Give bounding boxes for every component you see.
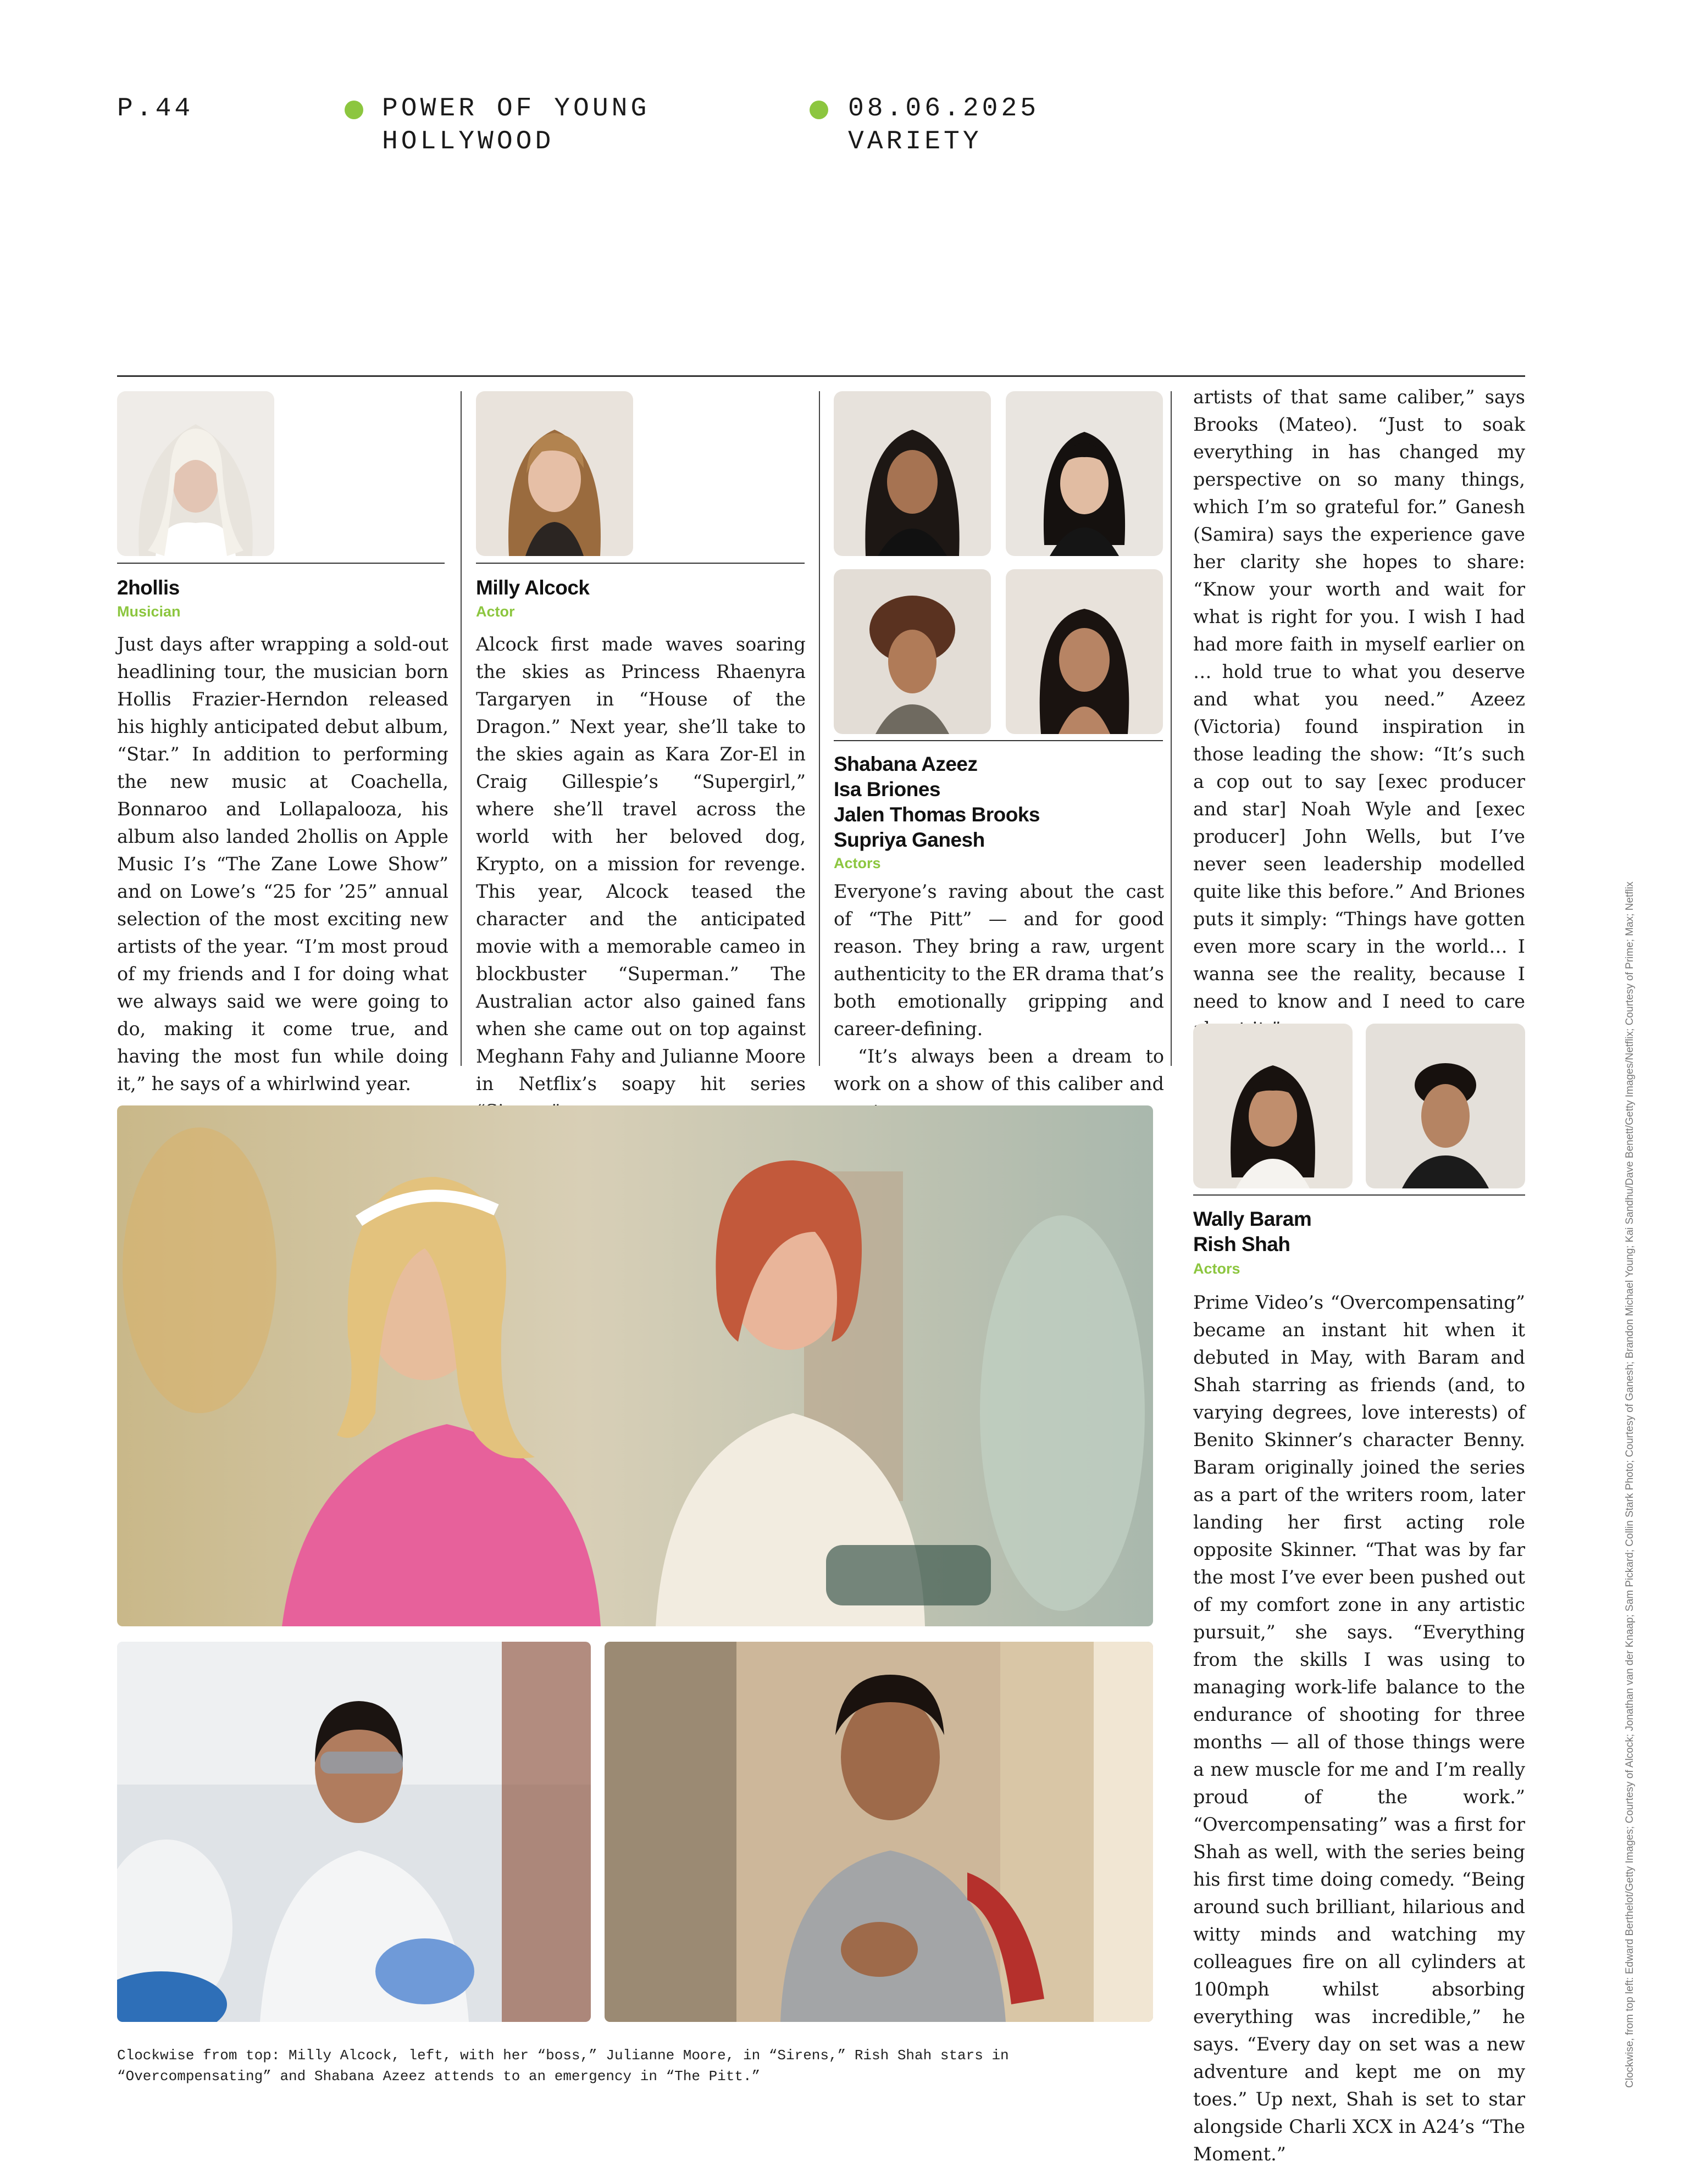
section-dot-icon <box>345 101 363 119</box>
profile-body: Prime Video’s “Overcompensating” became an instant hit when it debuted in May, with Baram and Shah starring as friends (and, to varying degrees, love interests) of Benito Skinner’s character Benny. Baram originally joined the series as a part of the writers room, later landing her first acting role opposite Skinner. “That was by far the most I’ve ever been pushed out of my comfort zone in any artistic pursuit,” she says. “Everything from the skills I was using to managing work-life balance to the endurance of shooting for three months — all of those things were a new muscle for me and I’m really proud of the work.” “Overcompensating” was a first for Shah as well, with the series being his first time doing comedy. “Being around such brilliant, hilarious and witty minds and watching my colleagues fire on all cylinders at 100mph whilst absorbing everything was incredible,” he says. “Every day on set was a new adventure and kept me on my toes.” Up next, Shah is set to star alongside Charli XCX in A24’s “The Moment.” <box>1193 1292 1525 2165</box>
profile-name: 2hollis <box>117 576 180 599</box>
profile-rule <box>1193 1194 1525 1196</box>
photo-sirens-still <box>117 1105 1153 1626</box>
body-paragraph: Everyone’s raving about the cast of “The Pitt” — and for good reason. They bring a raw, urgent authenticity to the ER drama that’s both emotionally gripping and career-defining. <box>834 881 1164 1040</box>
photo-the-pitt-still <box>117 1642 591 2022</box>
profile-role: Actor <box>476 603 515 620</box>
section-title-line1: POWER OF YOUNG <box>382 94 650 124</box>
profile-role: Actors <box>1193 1260 1240 1277</box>
profile-body <box>834 878 1164 1125</box>
section-title <box>382 92 650 158</box>
profile-body: Just days after wrapping a sold-out headlining tour, the musician born Hollis Frazier-Herndon released his highly anticipated debut album, “Star.” In addition to performing the new music at Coachella, Bonnaroo and Lollapalooza, his album also landed 2hollis on Apple Music I’s “The Zane Lowe Show” and on Lowe’s “25 for ’25” annual selection of the most exciting new artists of the year. “I’m most proud of my friends and I for doing what we always said we were going to do, making it come true, and having the most fun while doing it,” he says of a whirlwind year. <box>117 633 448 1094</box>
portrait-rish-shah <box>1366 1024 1525 1188</box>
profile-body-continued: artists of that same caliber,” says Brooks (Mateo). “Just to soak everything in has changed my perspective on so many things, which I’m so grateful for.” Ganesh (Samira) says the experience gave her clarity she hopes to share: “Know your worth and wait for what is right for you. I wish I had had more faith in myself earlier on … hold true to what you deserve and what you need.” Azeez (Victoria) found inspiration in those leading the show: “It’s such a cop out to say [exec producer and star] Noah Wyle and [exec producer] John Wells, but I’ve never seen leadership modelled quite like this before.” And Briones puts it simply: “Things have gotten even more scary in the world… I wanna see the reality, because I need to know and I need to care <box>1193 386 1525 1012</box>
profile-names <box>834 752 1040 853</box>
column-divider <box>819 391 820 1066</box>
portrait-milly-alcock <box>476 391 633 556</box>
body-paragraph: “It’s always been a dream to work on a show of this caliber and <box>834 1046 1164 1094</box>
profile-rule <box>117 563 445 564</box>
photo-caption: Clockwise from top: Milly Alcock, left, with her “boss,” Julianne Moore, in “Sirens,” Rish Shah stars in “Overcompensating” and Shabana Azeez attends to an emergency in “The Pitt.” <box>117 2047 1009 2085</box>
page-number: P.44 <box>117 94 194 124</box>
profile-name: Wally Baram <box>1193 1208 1312 1230</box>
portrait-jalen-thomas-brooks <box>834 569 991 734</box>
profile-role: Actors <box>834 855 881 871</box>
portrait-shabana-azeez <box>834 391 991 556</box>
photo-credits: Clockwise, from top left: Edward Berthelot/Getty Images; Courtesy of Alcock; Jonathan van der Knaap; Sam Pickard; Collin Stark Photo; Courtesy of Ganesh; Brandon Michael Young; Kai Sandhu/Dave Benett/Getty Images/Netflix; Courtesy of Prime; Max; Netflix <box>1624 881 1636 2088</box>
profile-name: Isa Briones <box>834 778 940 801</box>
profile-name: Supriya Ganesh <box>834 829 985 851</box>
photo-overcompensating-still <box>605 1642 1153 2022</box>
column-divider <box>461 391 462 1066</box>
profile-role: Musician <box>117 603 181 620</box>
profile-name: Milly Alcock <box>476 576 590 599</box>
profile-names <box>1193 1207 1311 1257</box>
profile-rule <box>834 740 1163 741</box>
publication-name: VARIETY <box>848 127 982 157</box>
date-dot-icon <box>810 101 828 119</box>
portrait-isa-briones <box>1006 391 1163 556</box>
portrait-2hollis <box>117 391 274 556</box>
portrait-supriya-ganesh <box>1006 569 1163 734</box>
issue-info <box>848 92 1039 158</box>
profile-rule <box>476 563 805 564</box>
profile-name: Jalen Thomas Brooks <box>834 803 1040 826</box>
section-title-line2: HOLLYWOOD <box>382 127 555 157</box>
profile-name: Shabana Azeez <box>834 753 978 775</box>
column-divider <box>1171 391 1172 1066</box>
profile-body: Alcock first made waves soaring the skies as Princess Rhaenyra Targaryen in “House of the Dragon.” Next year, she’ll take to the skies again as Kara Zor-El in Craig Gillespie’s “Supergirl,” where she’ll travel across the world with her beloved dog, Krypto, on a mission for revenge. This year, Alcock teased the character and the anticipated movie with a memorable cameo in blockbuster “Superman.” The Australian actor also gained fans when she came out on top against Meghann Fahy and Julianne Moore in Netflix’s soapy hit series <box>476 633 806 1094</box>
portrait-wally-baram <box>1193 1024 1353 1188</box>
profile-name: Rish Shah <box>1193 1233 1290 1255</box>
top-rule <box>117 375 1525 377</box>
issue-date: 08.06.2025 <box>848 94 1040 124</box>
